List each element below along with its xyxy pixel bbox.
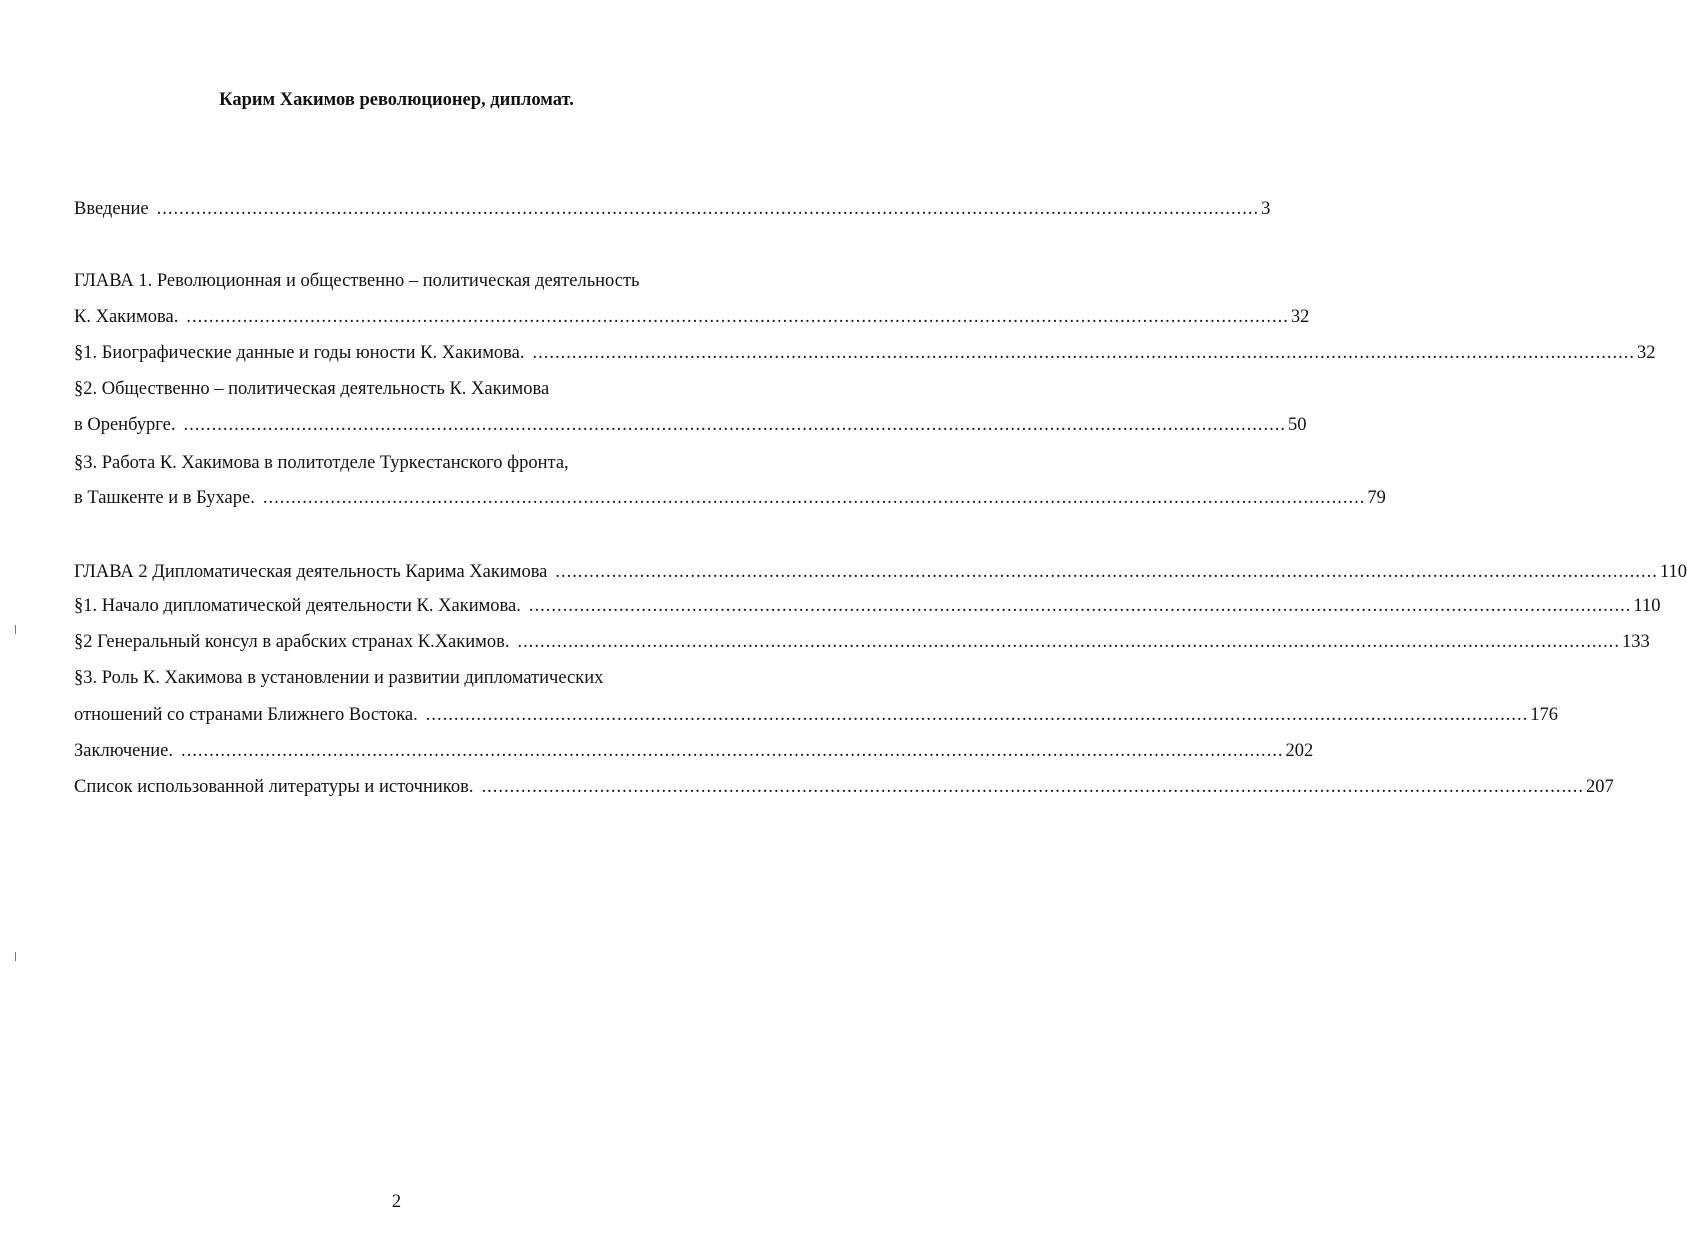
toc-page-number: 110 [1659, 562, 1687, 582]
toc-entry-label: отношений со странами Ближнего Востока. [74, 705, 418, 725]
toc-entry-label: Заключение. [74, 741, 173, 761]
page-number: 2 [391, 1192, 402, 1212]
toc-entry-introduction [74, 197, 1271, 221]
toc-entry-ch1-section-1 [74, 341, 1656, 365]
toc-entry-label: ГЛАВА 2 Дипломатическая деятельность Карима Хакимова [74, 562, 548, 582]
dot-leader: .................................................................................................................................................................................................... [156, 199, 1260, 219]
toc-entry-label: §1. Начало дипломатической деятельности К. Хакимова. [74, 596, 521, 616]
toc-page-number: 207 [1585, 777, 1614, 797]
toc-entry-label: §1. Биографические данные и годы юности К. Хакимова. [74, 343, 525, 363]
toc-page-number: 32 [1290, 307, 1310, 327]
dot-leader: .................................................................................................................................................................................................... [481, 777, 1584, 797]
toc-page-number: 176 [1530, 705, 1558, 725]
toc-entry-conclusion [74, 739, 1314, 763]
ch2-section-3-heading: §3. Роль К. Хакимова в установлении и развитии дипломатических [74, 668, 604, 688]
dot-leader: .................................................................................................................................................................................................... [262, 488, 1366, 508]
dot-leader: .................................................................................................................................................................................................... [180, 741, 1284, 761]
dot-leader: .................................................................................................................................................................................................... [425, 705, 1529, 725]
dot-leader: .................................................................................................................................................................................................... [183, 415, 1286, 435]
toc-page-number: 3 [1261, 199, 1271, 219]
toc-entry-chapter-2 [74, 560, 1687, 584]
dot-leader: .................................................................................................................................................................................................... [532, 343, 1635, 363]
ch1-section-3-heading: §3. Работа К. Хакимова в политотделе Туркестанского фронта, [74, 453, 569, 473]
scan-mark [15, 625, 16, 634]
ch1-section-2-heading: §2. Общественно – политическая деятельность К. Хакимова [74, 379, 550, 399]
toc-page-number: 50 [1287, 415, 1307, 435]
toc-entry-ch2-section-3 [74, 703, 1558, 727]
toc-entry-bibliography [74, 775, 1614, 799]
toc-page-number: 133 [1621, 632, 1650, 652]
toc-entry-label: в Ташкенте и в Бухаре. [74, 488, 255, 508]
dot-leader: .................................................................................................................................................................................................... [186, 307, 1289, 327]
toc-page-number: 110 [1633, 596, 1661, 616]
toc-entry-label: К. Хакимова. [74, 307, 179, 327]
toc-entry-ch1-section-2 [74, 413, 1307, 437]
toc-entry-ch2-section-1 [74, 594, 1661, 618]
dot-leader: .................................................................................................................................................................................................... [555, 562, 1658, 582]
toc-page-number: 32 [1637, 343, 1656, 363]
toc-entry-label: §2 Генеральный консул в арабских странах К.Хакимов. [74, 632, 510, 652]
page-title: Карим Хакимов революционер, дипломат. [219, 90, 574, 110]
toc-entry-label: в Оренбурге. [74, 415, 176, 435]
toc-entry-ch2-section-2 [74, 630, 1650, 654]
toc-entry-label: Введение [74, 199, 149, 219]
chapter-1-heading: ГЛАВА 1. Революционная и общественно – политическая деятельность [74, 271, 640, 291]
dot-leader: .................................................................................................................................................................................................... [517, 632, 1620, 652]
toc-page-number: 202 [1285, 741, 1314, 761]
scan-mark [15, 952, 16, 961]
dot-leader: .................................................................................................................................................................................................... [528, 596, 1632, 616]
toc-page-number: 79 [1367, 488, 1386, 508]
toc-entry-ch1-section-3 [74, 486, 1386, 510]
toc-entry-label: Список использованной литературы и источников. [74, 777, 474, 797]
toc-entry-chapter-1 [74, 305, 1310, 329]
